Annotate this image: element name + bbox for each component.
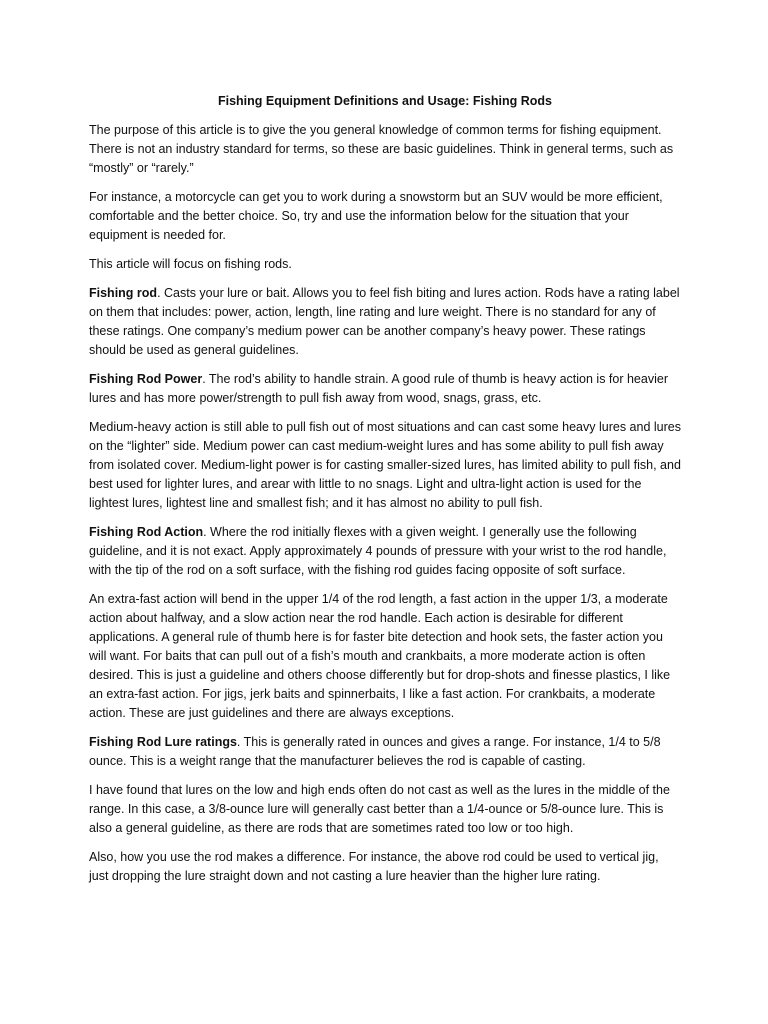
paragraph-purpose xyxy=(89,121,681,178)
paragraph-text: Medium-heavy action is still able to pull fish out of most situations and can cast some heavy lures and lures on the “lighter” side. Medium power can cast medium-weight lures and has some ability to pull fish away from isolated cover. Medium-light power is for casting smaller-sized lures, has limited ability to pull fish, and best used for lighter lures, and arear with little to no snags. Light and ultra-light action is used for the lightest lures, lightest line and smallest fish; and it has almost no ability to pull fish. xyxy=(89,420,681,510)
paragraph-lure-range xyxy=(89,781,681,838)
document-page xyxy=(89,92,681,896)
paragraph-text: . Casts your lure or bait. Allows you to feel fish biting and lures action. Rods have a rating label on them that includes: power, action, length, line rating and lure weight. There is no standard for any of these ratings. One company’s medium power can be another company’s heavy power. These ratings should be used as general guidelines. xyxy=(89,286,680,357)
document-title: Fishing Equipment Definitions and Usage: Fishing Rods xyxy=(217,94,553,108)
paragraph-fishing-rod xyxy=(89,284,681,360)
paragraph-term: Fishing Rod Action xyxy=(89,525,204,539)
paragraph-text: . This is generally rated in ounces and gives a range. For instance, 1/4 to 5/8 ounce. This is a weight range that the manufacturer believes the rod is capable of casting. xyxy=(89,735,661,768)
paragraph-text: The purpose of this article is to give the you general knowledge of common terms for fishing equipment. There is not an industry standard for terms, so these are basic guidelines. Think in general terms, such as “mostly” or “rarely.” xyxy=(89,123,674,175)
paragraph-motorcycle-example xyxy=(89,188,681,245)
paragraph-rod-power xyxy=(89,370,681,408)
paragraph-text: This article will focus on fishing rods. xyxy=(89,257,292,271)
paragraph-term: Fishing rod xyxy=(89,286,158,300)
paragraph-power-levels xyxy=(89,418,681,513)
paragraph-text: An extra-fast action will bend in the upper 1/4 of the rod length, a fast action in the upper 1/3, a moderate action about halfway, and a slow action near the rod handle. Each action is desirable for different applications. A general rule of thumb here is for faster bite detection and hook sets, the faster action you will want. For baits that can pull out of a fish’s mouth and crankbaits, a more moderate action is often desired. This is just a guideline and others choose differently but for drop-shots and finesse plastics, I like an extra-fast action. For jigs, jerk baits and spinnerbaits, I like a fast action. For crankbaits, a moderate action. These are just guidelines and there are always exceptions. xyxy=(89,592,671,720)
paragraph-text: For instance, a motorcycle can get you to work during a snowstorm but an SUV would be more efficient, comfortable and the better choice. So, try and use the information below for the situation that your equipment is needed for. xyxy=(89,190,663,242)
paragraph-action-types xyxy=(89,590,681,723)
paragraph-text: . The rod’s ability to handle strain. A good rule of thumb is heavy action is for heavier lures and has more power/strength to pull fish away from wood, snags, grass, etc. xyxy=(89,372,668,405)
paragraph-rod-action xyxy=(89,523,681,580)
paragraph-focus xyxy=(89,255,681,274)
paragraph-text: I have found that lures on the low and high ends often do not cast as well as the lures in the middle of the range. In this case, a 3/8-ounce lure will generally cast better than a 1/4-ounce or 5/8-ounce lure. This is also a general guideline, as there are rods that are sometimes rated too low or too high. xyxy=(89,783,670,835)
paragraph-term: Fishing Rod Power xyxy=(89,372,203,386)
paragraph-term: Fishing Rod Lure ratings xyxy=(89,735,237,749)
paragraph-rod-usage xyxy=(89,848,681,886)
paragraph-lure-ratings xyxy=(89,733,681,771)
paragraph-text: . Where the rod initially flexes with a given weight. I generally use the following guideline, and it is not exact. Apply approximately 4 pounds of pressure with your wrist to the rod handle, with the tip of the rod on a soft surface, with the fishing rod guides facing opposite of soft surface. xyxy=(89,525,667,577)
paragraph-text: Also, how you use the rod makes a difference. For instance, the above rod could be used to vertical jig, just dropping the lure straight down and not casting a lure heavier than the higher lure rating. xyxy=(89,850,659,883)
